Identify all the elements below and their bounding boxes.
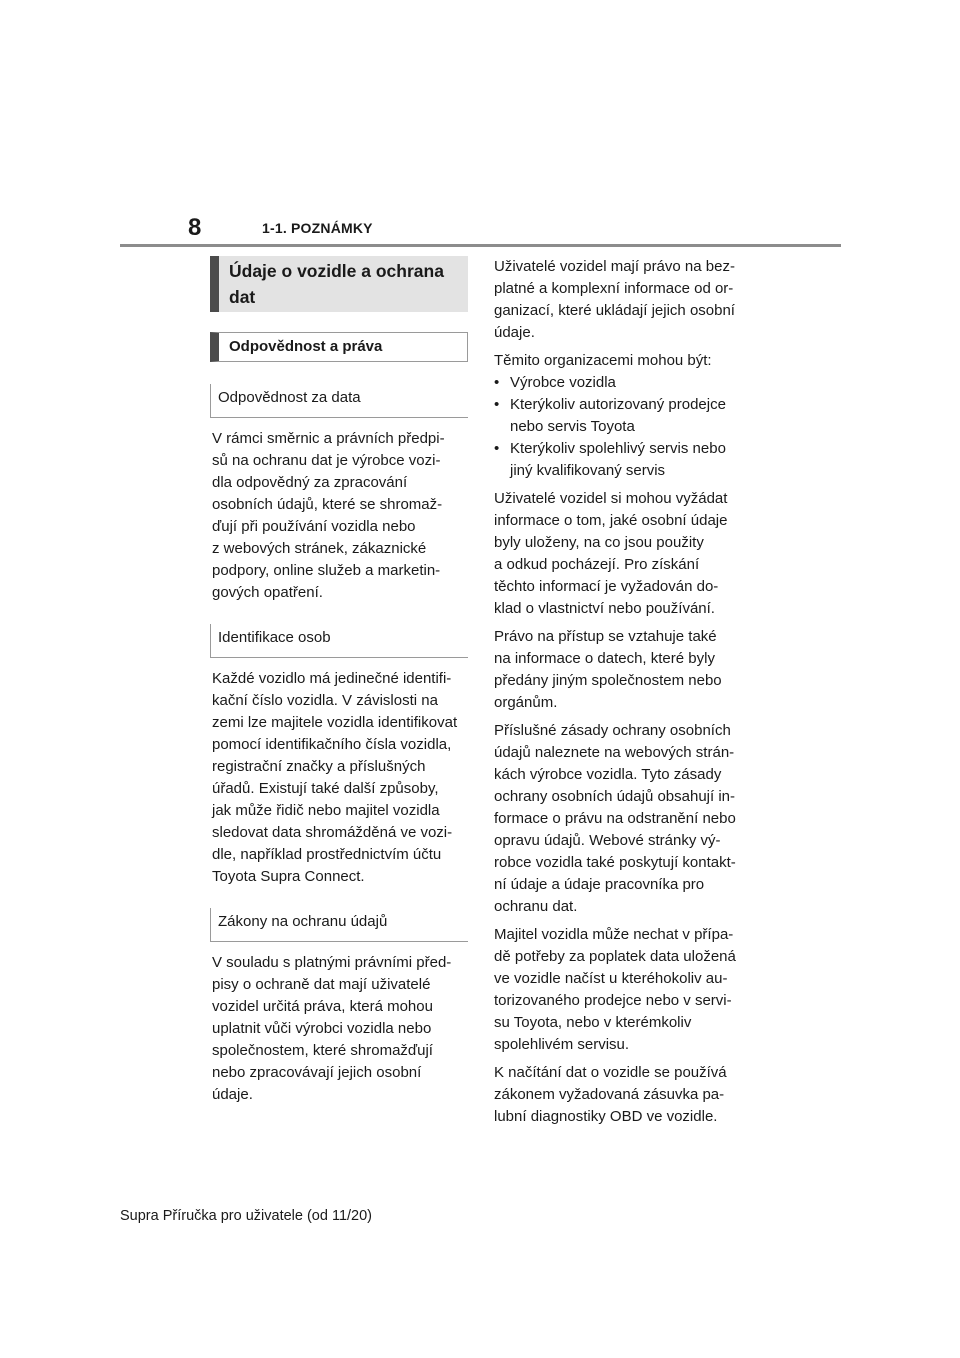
- paragraph-privacy-policy: Příslušné zásady ochrany osobních údajů naleznete na webových strán- kách výrobce vozidla. Tyto zásady ochrany osobních údajů obsahují in- formace o právu na odstranění nebo opravu údajů. Webové stránky vý- robce vozidla také poskytují kontakt- ní údaje a údaje pracovníka pro ochranu dat.: [494, 722, 736, 915]
- topic-heading-data-protection-laws: Zákony na ochranu údajů: [210, 908, 468, 942]
- list-item: • Výrobce vozidla: [494, 372, 756, 394]
- paragraph-access-right: Právo na přístup se vztahuje také na informace o datech, které byly předány jiným společnostem nebo orgánům.: [494, 628, 722, 711]
- page-number: 8: [188, 214, 202, 241]
- organization-list: [494, 372, 756, 482]
- paragraph-data-protection-laws: V souladu s platnými právními před- pisy o ochraně dat mají uživatelé vozidel určitá práva, která mohou uplatnit vůči výrobci vozidla nebo společnostem, které shromažďují nebo zpracovávají jejich osobní údaje.: [212, 954, 452, 1103]
- sub-heading: Odpovědnost a práva: [210, 332, 468, 362]
- main-heading: Údaje o vozidle a ochrana dat: [210, 256, 468, 312]
- paragraph-organizations-intro: Těmito organizacemi mohou být:: [494, 352, 712, 369]
- footer-text: Supra Příručka pro uživatele (od 11/20): [120, 1208, 373, 1224]
- topic-heading-person-identification: Identifikace osob: [210, 624, 468, 658]
- paragraph-person-identification: Každé vozidlo má jedinečné identifi- kační číslo vozidla. V závislosti na zemi lze majitele vozidla identifikovat pomocí identifikačního čísla vozidla, registrační značky a příslušných úřadů. Existují také další způsoby, jak může řidič nebo majitel vozidla sledovat data shromážděná ve vozi- dle, například prostřednictvím účtu Toyota Supra Connect.: [212, 670, 458, 885]
- right-column: [494, 256, 756, 1128]
- paragraph-user-rights: Uživatelé vozidel mají právo na bez- platné a komplexní informace od or- ganizací, které ukládají jejich osobní údaje.: [494, 258, 735, 341]
- paragraph-information-request: Uživatelé vozidel si mohou vyžádat informace o tom, jaké osobní údaje byly uloženy, na co jsou použity a odkud pocházejí. Pro získání těchto informací je vyžadován do- klad o vlastnictví nebo používání.: [494, 490, 728, 617]
- header-divider: [120, 244, 841, 247]
- list-item: • Kterýkoliv spolehlivý servis nebo jiný kvalifikovaný servis: [494, 438, 756, 482]
- paragraph-obd-socket: K načítání dat o vozidle se používá zákonem vyžadovaná zásuvka pa- lubní diagnostiky OBD ve vozidle.: [494, 1064, 727, 1125]
- paragraph-data-responsibility: V rámci směrnic a právních předpi- sů na ochranu dat je výrobce vozi- dla odpovědný za zpracování osobních údajů, které se shromaž- ďují při používání vozidla nebo z webových stránek, zákaznické podpory, online služeb a marketin- gových opatření.: [212, 430, 445, 601]
- left-column: [210, 256, 468, 1106]
- topic-heading-data-responsibility: Odpovědnost za data: [210, 384, 468, 418]
- paragraph-data-readout: Majitel vozidla může nechat v přípa- dě potřeby za poplatek data uložená ve vozidle načíst u kteréhokoliv au- torizovaného prodejce nebo v servi- su Toyota, nebo v kterémkoliv spolehlivém servisu.: [494, 926, 736, 1053]
- section-title: 1-1. POZNÁMKY: [262, 220, 373, 236]
- list-item: • Kterýkoliv autorizovaný prodejce nebo servis Toyota: [494, 394, 756, 438]
